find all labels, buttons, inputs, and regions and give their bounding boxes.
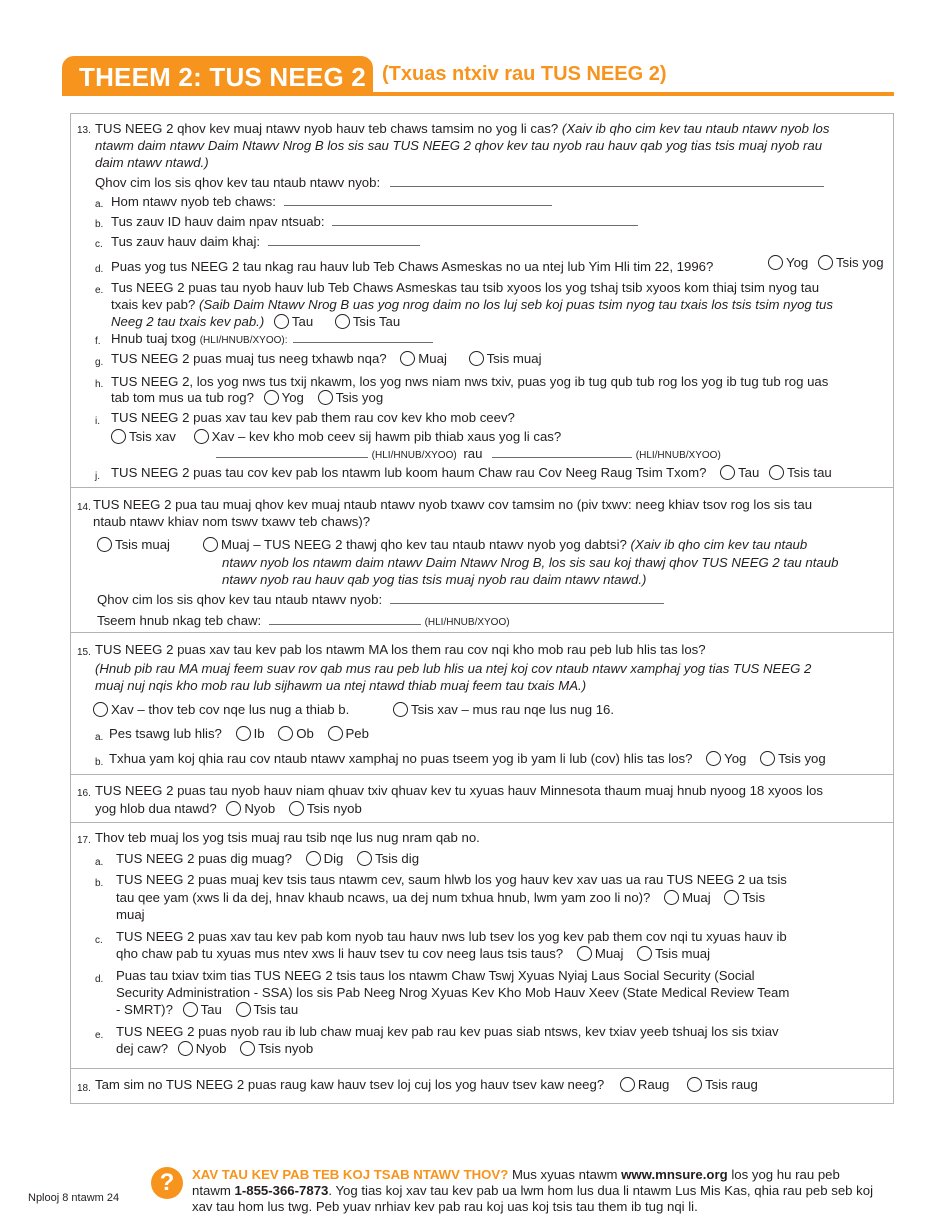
d-no-radio[interactable] xyxy=(818,255,833,270)
q14-yes-line2: ntawv nyob los ntawm daim ntawv Daim Ntawv Nrog B, los sis sau koj thawj qhov TUS NEEG 2 tau ntaub xyxy=(222,555,839,570)
q17-item-b-line3: muaj xyxy=(116,907,145,922)
q15-yes-radio[interactable] xyxy=(93,702,108,717)
question-italic-line1: (Hnub pib rau MA muaj feem suav rov qab mus rau peb lub hlis ua ntej koj cov ntaub ntawv xamphaj yog tias TUS NEEG 2 xyxy=(95,661,812,676)
green-card-id-input[interactable] xyxy=(332,214,638,226)
q17-item-e-line1: TUS NEEG 2 puas nyob rau ib lub chaw muaj kev pab rau kev puas siab ntsws, kev txiav yeeb tshuaj los sis txiav xyxy=(116,1024,779,1039)
item-f: Hnub tuaj txog (HLI/HNUB/XYOO): xyxy=(111,330,433,349)
form-body xyxy=(70,113,894,1104)
help-text: XAV TAU KEV PAB TEB KOJ TSAB NTAWV THOV? Mus xyuas ntawm www.mnsure.org los yog hu rau peb ntawm 1-855-366-7873. Yog tias koj xav tau kev pab ua lwm hom lus dua li ntawm Lus Mis Kas, qhia rau peb seb koj xav tau hom lus twg. Peb yuav nrhiav kev pab rau koj uas koj tsis tau them ib tug nqi li. xyxy=(192,1167,874,1214)
q17-item-d-line2: Security Administration - SSA) los sis Pab Neeg Nrog Xyuas Kev Kho Mob Hauv Xeev (State Medical Review Team xyxy=(116,985,790,1000)
item-g: TUS NEEG 2 puas muaj tus neeg txhawb nqa? Muaj Tsis muaj xyxy=(111,351,542,366)
question-text-line3: daim ntawv ntawd.) xyxy=(95,155,209,170)
question-text: TUS NEEG 2 qhov kev muaj ntawv nyob hauv teb chaws tamsim no yog li cas? (Xaiv ib qho cim kev tau ntaub ntawv nyob los xyxy=(95,121,830,136)
e-yes-radio[interactable] xyxy=(274,314,289,329)
q18-no-radio[interactable] xyxy=(687,1077,702,1092)
question-text: TUS NEEG 2 puas tau nyob hauv niam qhuav txiv qhuav kev tu xyuas hauv Minnesota thaum muaj hnub nyoog 18 xyoos los xyxy=(95,783,823,798)
q17-item-d-line1: Puas tau txiav txim tias TUS NEEG 2 tsis taus los ntawm Chaw Tswj Xyuas Nyiaj Laus Social Security (Social xyxy=(116,968,755,983)
h-yes-radio[interactable] xyxy=(264,390,279,405)
document-type-input[interactable] xyxy=(284,194,552,206)
question-17: 17. Thov teb muaj los yog tsis muaj rau tsib nqe lus nug nram qab no. a. TUS NEEG 2 puas dig muag? Dig Tsis dig b. TUS NEEG 2 puas muaj kev tsis taus ntawm cev, saum hlwb los yog hauv kev xav uas ua rau TUS NEEG 2 ua tsis tau qee yam (xws li da dej, hnav khaub ncaws, ua dej num txhua hnub, lwm yam zoo li no)? Muaj Tsis muaj c. TUS NEEG 2 puas xav tau kev pab kom nyob tau hauv nws lub tsev los yog kev pab them cov nqi tu xyuas hauv ib qho chaw pab tu xyuas mus ntev xws li hauv tsev tu cov neeg laus tsis taus? Muaj Tsis muaj d. Puas tau txiav txim tias TUS NEEG 2 tsis taus los ntawm Chaw Tswj Xyuas Nyiaj Laus Social Security (Social Security Administration - SSA) los sis Pab Neeg Nrog Xyuas Kev Kho Mob Hauv Xeev (State Medical Review Team - SMRT)? Tau Tsis tau e. TUS NEEG 2 puas nyob rau ib lub chaw muaj kev pab rau kev puas siab ntsws, kev txiav yeeb tshuaj los sis txiav dej caw? Nyob Tsis nyob xyxy=(71,823,893,1069)
q14-yes-radio[interactable] xyxy=(203,537,218,552)
q15b-no-radio[interactable] xyxy=(760,751,775,766)
question-14: 14. TUS NEEG 2 pua tau muaj qhov kev muaj ntaub ntawv nyob txawv cov tamsim no (piv txwv: neeg khiav tsov rog los sis tau ntaub ntawv khiav nom tswv txawv teb chaws)? Tsis muaj Muaj – TUS NEEG 2 thawj qho kev tau ntaub ntawv nyob yog dabtsi? (Xaiv ib qho cim kev tau ntaub ntawv nyob los ntawm daim ntawv Daim Ntawv Nrog B, los sis sau koj thawj qhov TUS NEEG 2 tau ntaub ntawv nyob rau hauv qab yog tias tsis muaj nyob rau daim ntawv ntawd.) Qhov cim los sis qhov kev tau ntaub ntawv nyob: Tseem hnub nkag teb chaw: (HLI/HNUB/XYOO) xyxy=(71,488,893,633)
item-h-line2: tab tom mus ua tub rog? Yog Tsis yog xyxy=(111,390,384,405)
h-no-radio[interactable] xyxy=(318,390,333,405)
status-input[interactable] xyxy=(390,175,824,187)
question-text: TUS NEEG 2 puas xav tau kev pab los ntawm MA los them rau cov nqi kho mob rau peb lub hlis tas los? xyxy=(95,642,706,657)
item-e-line3: Neeg 2 tau txais kev pab.) Tau Tsis Tau xyxy=(111,314,401,329)
q17-item-a: TUS NEEG 2 puas dig muag? Dig Tsis dig xyxy=(116,851,420,866)
months-two-radio[interactable] xyxy=(278,726,293,741)
item-h-line1: TUS NEEG 2, los yog nws tus txij nkawm, los yog nws niam nws txiv, puas yog ib tug qub tub rog los yog ib tug tub rog uas xyxy=(111,374,829,389)
q15-item-b: Txhua yam koj qhia rau cov ntaub ntawv xamphaj no puas tseem yog ib yam li lub (cov) hlis tas los? Yog Tsis yog xyxy=(109,751,826,766)
item-d-options: Yog Tsis yog xyxy=(768,254,884,271)
q17-item-b-line1: TUS NEEG 2 puas muaj kev tsis taus ntawm cev, saum hlwb los yog hauv kev xav uas ua rau TUS NEEG 2 ua tsis xyxy=(116,872,787,887)
question-15: 15. TUS NEEG 2 puas xav tau kev pab los ntawm MA los them rau cov nqi kho mob rau peb lub hlis tas los? (Hnub pib rau MA muaj feem suav rov qab mus rau peb lub hlis ua ntej koj cov ntaub ntawv xamphaj yog tias TUS NEEG 2 muaj nuj nqis kho mob rau lub sijhawm ua ntej ntawd thiab muaj feem tau txais MA.) Xav – thov teb cov nqe lus nug a thiab b. Tsis xav – mus rau nqe lus nug 16. a. Pes tsawg lub hlis? Ib Ob Peb b. Txhua yam koj qhia rau cov ntaub ntawv xamphaj no puas tseem yog ib yam li lub (cov) hlis tas los? Yog Tsis yog xyxy=(71,633,893,775)
section-header xyxy=(62,56,894,96)
question-text: Thov teb muaj los yog tsis muaj rau tsib nqe lus nug nram qab no. xyxy=(95,830,480,845)
q15-item-a: Pes tsawg lub hlis? Ib Ob Peb xyxy=(109,726,369,741)
page-number: Nplooj 8 ntawm 24 xyxy=(28,1192,120,1204)
q17b-yes-radio[interactable] xyxy=(664,890,679,905)
item-i-dates: (HLI/HNUB/XYOO) rau (HLI/HNUB/XYOO) xyxy=(216,445,721,464)
question-text-line2: yog hlob dua ntawd? Nyob Tsis nyob xyxy=(95,801,362,816)
card-number-input[interactable] xyxy=(268,234,420,246)
g-no-radio[interactable] xyxy=(469,351,484,366)
i-yes-radio[interactable] xyxy=(194,429,209,444)
i-no-radio[interactable] xyxy=(111,429,126,444)
q14-yes-line3: ntawv nyob rau hauv qab yog tias tsis muaj nyob rau daim ntawv ntawd.) xyxy=(222,572,647,587)
item-c: Tus zauv hauv daim khaj: xyxy=(111,233,420,250)
entry-date-input[interactable] xyxy=(269,613,421,625)
help-headline: XAV TAU KEV PAB TEB KOJ TSAB NTAWV THOV? xyxy=(192,1167,509,1182)
q17-item-c-line1: TUS NEEG 2 puas xav tau kev pab kom nyob tau hauv nws lub tsev los yog kev pab them cov nqi tu xyuas hauv ib xyxy=(116,929,787,944)
q14-date-row: Tseem hnub nkag teb chaw: (HLI/HNUB/XYOO) xyxy=(97,613,510,628)
q17c-no-radio[interactable] xyxy=(637,946,652,961)
q17-item-e-line2: dej caw? Nyob Tsis nyob xyxy=(116,1041,314,1056)
q17c-yes-radio[interactable] xyxy=(577,946,592,961)
q14-no-option: Tsis muaj xyxy=(97,536,170,553)
item-b: Tus zauv ID hauv daim npav ntsuab: xyxy=(111,213,638,230)
question-mark-icon: ? xyxy=(151,1167,183,1199)
question-text: TUS NEEG 2 pua tau muaj qhov kev muaj ntaub ntawv nyob txawv cov tamsim no (piv txwv: neeg khiav tsov rog los sis tau xyxy=(93,497,813,512)
q15-no-option: Tsis xav – mus rau nqe lus nug 16. xyxy=(393,701,614,718)
header-rule xyxy=(62,92,894,96)
months-one-radio[interactable] xyxy=(236,726,251,741)
section-subtitle: (Txuas ntxiv rau TUS NEEG 2) xyxy=(382,63,667,85)
j-no-radio[interactable] xyxy=(769,465,784,480)
q17e-no-radio[interactable] xyxy=(240,1041,255,1056)
question-text-line2: ntaub ntawv khiav nom tswv txawv teb chaws)? xyxy=(93,514,371,529)
d-yes-radio[interactable] xyxy=(768,255,783,270)
q16-yes-radio[interactable] xyxy=(226,801,241,816)
q14-yes-option: Muaj – TUS NEEG 2 thawj qho kev tau ntaub ntawv nyob yog dabtsi? (Xaiv ib qho cim kev tau ntaub xyxy=(203,536,807,553)
item-e-line2: txais kev pab? (Saib Daim Ntawv Nrog B uas yog nrog daim no los luj seb koj puas tsim nyog tau txais los tsis tsim nyog tus xyxy=(111,297,833,312)
section-title: THEEM 2: TUS NEEG 2 xyxy=(79,62,366,92)
q16-no-radio[interactable] xyxy=(289,801,304,816)
question-italic-line2: muaj nuj nqis kho mob rau lub sijhawm ua ntej ntawd thiab muaj feem tau txais MA.) xyxy=(95,678,587,693)
item-a: Hom ntawv nyob teb chaws: xyxy=(111,193,552,210)
q15-no-radio[interactable] xyxy=(393,702,408,717)
q14-status-row: Qhov cim los sis qhov kev tau ntaub ntawv nyob: xyxy=(97,591,664,608)
question-text-line2: ntawm daim ntawv Daim Ntawv Nrog B los sis sau TUS NEEG 2 qhov kev tau nyob rau hauv qab yog tias tsis muaj nyob rau xyxy=(95,138,823,153)
question-16: 16. TUS NEEG 2 puas tau nyob hauv niam qhuav txiv qhuav kev tu xyuas hauv Minnesota thaum muaj hnub nyoog 18 xyoos los yog hlob dua ntawd? Nyob Tsis nyob xyxy=(71,775,893,823)
status-row: Qhov cim los sis qhov kev tau ntaub ntawv nyob: xyxy=(95,174,824,191)
q17-item-b-line2: tau qee yam (xws li da dej, hnav khaub ncaws, ua dej num txhua hnub, lwm yam zoo li no)? Muaj Tsis xyxy=(116,890,766,905)
emergency-start-date-input[interactable] xyxy=(216,446,368,458)
item-e-line1: Tus NEEG 2 puas tau nyob hauv lub Teb Chaws Asmeskas tau tsib xyoos los yog tshaj tsib xyoos kom thiaj tsim nyog tau xyxy=(111,280,820,295)
g-yes-radio[interactable] xyxy=(400,351,415,366)
q17a-no-radio[interactable] xyxy=(357,851,372,866)
phone-number[interactable]: 1-855-366-7873 xyxy=(234,1183,329,1198)
e-no-radio[interactable] xyxy=(335,314,350,329)
website-link[interactable]: www.mnsure.org xyxy=(621,1167,728,1182)
item-i-options: Tsis xav Xav – kev kho mob ceev sij hawm pib thiab xaus yog li cas? xyxy=(111,428,561,445)
q15b-yes-radio[interactable] xyxy=(706,751,721,766)
question-13: 13. TUS NEEG 2 qhov kev muaj ntawv nyob hauv teb chaws tamsim no yog li cas? (Xaiv ib qho cim kev tau ntaub ntawv nyob los ntawm daim ntawv Daim Ntawv Nrog B los sis sau TUS NEEG 2 qhov kev tau nyob rau hauv qab yog tias tsis muaj nyob rau daim ntawv ntawd.) Qhov cim los sis qhov kev tau ntaub ntawv nyob: a. Hom ntawv nyob teb chaws: b. Tus zauv ID hauv daim npav ntsuab: c. Tus zauv hauv daim khaj: d. Puas yog tus NEEG 2 tau nkag rau hauv lub Teb Chaws Asmeskas no ua ntej lub Yim Hli tim 22, 1996? Yog Tsis yog e. Tus NEEG 2 puas tau nyob hauv lub Teb Chaws Asmeskas tau tsib xyoos los yog tshaj tsib xyoos kom thiaj tsim nyog tau txais kev pab? (Saib Daim Ntawv Nrog B uas yog nrog daim no los luj seb koj puas tsim nyog tau txais los tsis tsim nyog tus Neeg 2 tau txais kev pab.) Tau Tsis Tau f. Hnub tuaj txog (HLI/HNUB/XYOO): g. TUS NEEG 2 puas muaj tus neeg txhawb nqa? Muaj Tsis muaj h. TUS NEEG 2, los yog nws tus txij nkawm, los yog nws niam nws txiv, puas yog ib tug qub tub rog los yog ib tug tub rog uas tab tom mus ua tub rog? Yog Tsis yog i. TUS NEEG 2 puas xav tau kev pab them rau cov kev kho mob ceev? Tsis xav Xav – kev kho mob ceev sij hawm pib thiab xaus yog li cas? (HLI/HNUB/XYOO) rau (HLI/HNUB/XYOO) j. TUS NEEG 2 puas tau cov kev pab los ntawm lub koom haum Chaw rau Cov Neeg Raug Tsim Txom? Tau Tsis tau xyxy=(71,114,893,488)
q17a-yes-radio[interactable] xyxy=(306,851,321,866)
q17b-no-radio[interactable] xyxy=(724,890,739,905)
months-three-radio[interactable] xyxy=(328,726,343,741)
j-yes-radio[interactable] xyxy=(720,465,735,480)
q14-no-radio[interactable] xyxy=(97,537,112,552)
q17e-yes-radio[interactable] xyxy=(178,1041,193,1056)
q14-status-input[interactable] xyxy=(390,592,664,604)
item-d: Puas yog tus NEEG 2 tau nkag rau hauv lub Teb Chaws Asmeskas no ua ntej lub Yim Hli tim 22, 1996? xyxy=(111,259,714,274)
q17d-no-radio[interactable] xyxy=(236,1002,251,1017)
item-j: TUS NEEG 2 puas tau cov kev pab los ntawm lub koom haum Chaw rau Cov Neeg Raug Tsim Txom? Tau Tsis tau xyxy=(111,465,832,480)
q18-yes-radio[interactable] xyxy=(620,1077,635,1092)
question-number: 13. xyxy=(77,125,91,136)
section-tab xyxy=(62,56,373,96)
q17-item-d-line3: - SMRT)? Tau Tsis tau xyxy=(116,1002,299,1017)
q17-item-c-line2: qho chaw pab tu xyuas mus ntev xws li hauv tsev tu cov neeg laus tsis taus? Muaj Tsis muaj xyxy=(116,946,711,961)
q15-yes-option: Xav – thov teb cov nqe lus nug a thiab b. xyxy=(93,701,349,718)
question-text: Tam sim no TUS NEEG 2 puas raug kaw hauv tsev loj cuj los yog hauv tsev kaw neeg? Raug Tsis raug xyxy=(95,1077,758,1092)
item-i-line1: TUS NEEG 2 puas xav tau kev pab them rau cov kev kho mob ceev? xyxy=(111,410,515,425)
emergency-end-date-input[interactable] xyxy=(492,446,632,458)
question-18: 18. Tam sim no TUS NEEG 2 puas raug kaw hauv tsev loj cuj los yog hauv tsev kaw neeg? Raug Tsis raug xyxy=(77,1077,758,1094)
q17d-yes-radio[interactable] xyxy=(183,1002,198,1017)
arrival-date-input[interactable] xyxy=(293,331,433,343)
